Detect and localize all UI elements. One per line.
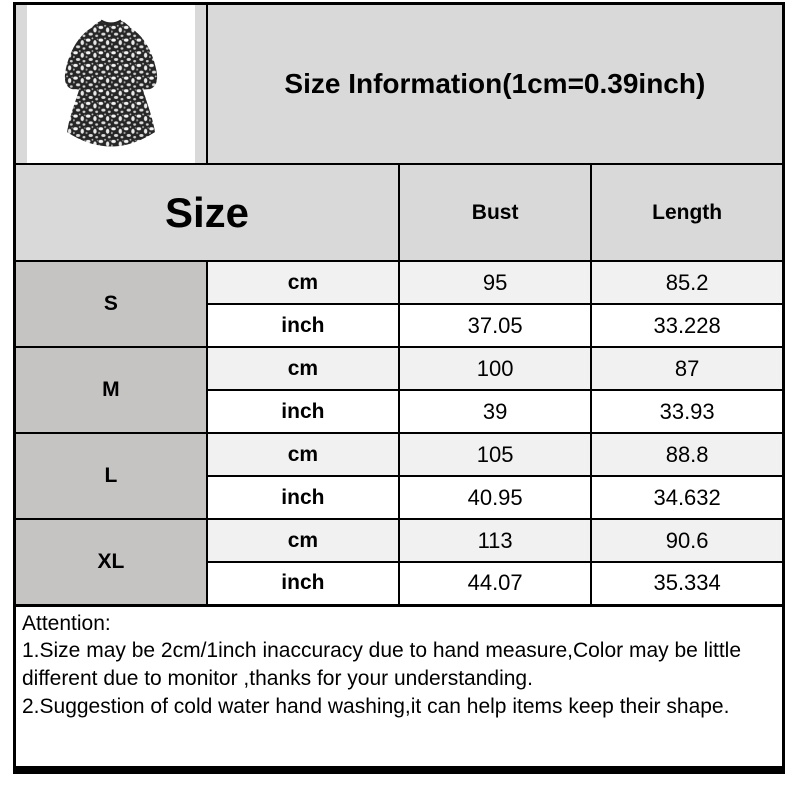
header-row — [15, 164, 784, 261]
page-title: Size Information(1cm=0.39inch) — [284, 68, 706, 99]
value-s-cm-bust: 95 — [399, 261, 591, 304]
value-m-cm-bust: 100 — [399, 347, 591, 390]
size-label-xl: XL — [15, 519, 207, 605]
product-photo — [27, 5, 195, 163]
table-row-l-cm — [15, 433, 784, 476]
value-s-inch-length: 33.228 — [591, 304, 783, 347]
unit-label: inch — [207, 476, 399, 519]
table-row-s-cm — [15, 261, 784, 304]
value-m-inch-bust: 39 — [399, 390, 591, 433]
unit-label: cm — [207, 347, 399, 390]
title-cell — [207, 4, 784, 165]
size-chart-sheet — [13, 2, 785, 774]
size-label-l: L — [15, 433, 207, 519]
value-l-cm-bust: 105 — [399, 433, 591, 476]
table-row-xl-cm — [15, 519, 784, 562]
value-l-inch-bust: 40.95 — [399, 476, 591, 519]
unit-label: cm — [207, 519, 399, 562]
value-s-cm-length: 85.2 — [591, 261, 783, 304]
value-l-cm-length: 88.8 — [591, 433, 783, 476]
attention-heading: Attention: — [22, 611, 111, 635]
size-label-m: M — [15, 347, 207, 433]
unit-label: cm — [207, 261, 399, 304]
column-header-bust: Bust — [399, 164, 591, 261]
table-row-m-cm — [15, 347, 784, 390]
unit-label: cm — [207, 433, 399, 476]
value-m-inch-length: 33.93 — [591, 390, 783, 433]
value-s-inch-bust: 37.05 — [399, 304, 591, 347]
column-header-length: Length — [591, 164, 783, 261]
value-l-inch-length: 34.632 — [591, 476, 783, 519]
value-m-cm-length: 87 — [591, 347, 783, 390]
attention-note-1: 1.Size may be 2cm/1inch inaccuracy due to hand measure,Color may be little different due to monitor ,thanks for your understanding. — [22, 639, 742, 690]
column-header-size: Size — [15, 164, 400, 261]
value-xl-cm-bust: 113 — [399, 519, 591, 562]
attention-note-2: 2.Suggestion of cold water hand washing,it can help items keep their shape. — [22, 694, 730, 718]
floral-dress-image — [35, 9, 187, 159]
value-xl-cm-length: 90.6 — [591, 519, 783, 562]
attention-box — [13, 607, 785, 774]
unit-label: inch — [207, 304, 399, 347]
top-row — [15, 4, 784, 165]
unit-label: inch — [207, 390, 399, 433]
value-xl-inch-length: 35.334 — [591, 562, 783, 605]
size-label-s: S — [15, 261, 207, 347]
unit-label: inch — [207, 562, 399, 605]
size-table — [13, 2, 785, 607]
product-image-cell — [15, 4, 207, 165]
value-xl-inch-bust: 44.07 — [399, 562, 591, 605]
